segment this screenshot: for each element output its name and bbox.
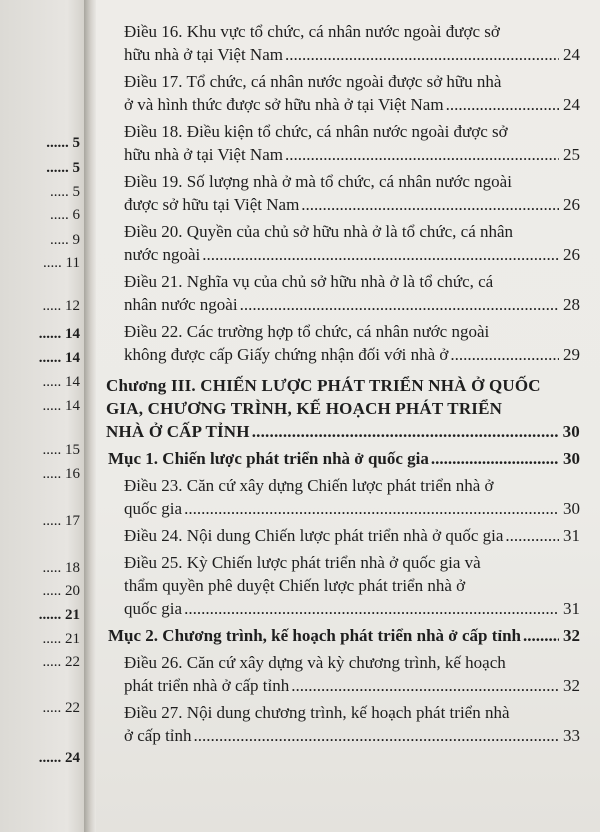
toc-entry-section	[106, 624, 580, 647]
toc-entry-chapter	[106, 374, 580, 443]
dot-leader: .....	[42, 442, 65, 458]
dot-leader: .....	[42, 513, 65, 529]
toc-entry-title: Mục 2. Chương trình, kế hoạch phát triển nhà ở cấp tỉnh	[108, 626, 522, 645]
page-number: 6	[72, 207, 80, 223]
toc-entry-line: Điều 16. Khu vực tổ chức, cá nhân nước ngoài được sở	[124, 22, 500, 41]
left-page-number	[39, 607, 80, 624]
toc-entry-title: ở và hình thức được sở hữu nhà ở tại Việt Nam	[124, 95, 444, 114]
page-number: 14	[65, 326, 80, 342]
left-page-number	[39, 750, 80, 767]
page-number: 14	[65, 374, 80, 390]
dot-leader: .....	[42, 374, 65, 390]
toc-entry-last-line	[124, 243, 580, 266]
toc-entry-title: quốc gia	[124, 599, 183, 618]
toc-entry-line: Điều 20. Quyền của chủ sở hữu nhà ở là tổ chức, cá nhân	[124, 222, 514, 241]
page-number: 5	[72, 160, 80, 176]
left-page-number	[50, 184, 80, 201]
toc-entry-last-line	[124, 497, 580, 520]
dot-leader: ......	[46, 160, 73, 176]
dot-leader: .....	[42, 466, 65, 482]
dot-leader	[240, 293, 559, 316]
toc-entry-article	[106, 474, 580, 520]
page-number: 26	[563, 245, 580, 264]
toc-entry-line: Điều 27. Nội dung chương trình, kế hoạch phát triển nhà	[124, 703, 510, 722]
left-page-number	[43, 298, 81, 315]
dot-leader: .....	[42, 298, 65, 314]
page-number: 24	[65, 750, 80, 766]
page-number: 32	[563, 676, 580, 695]
dot-leader: .....	[42, 631, 65, 647]
page-number: 30	[562, 422, 580, 441]
dot-leader: .....	[50, 207, 73, 223]
page-number: 20	[65, 583, 80, 599]
toc-entry-line: Điều 17. Tổ chức, cá nhân nước ngoài được sở hữu nhà	[124, 72, 502, 91]
page-number: 22	[65, 654, 80, 670]
toc-entry-title: ở cấp tỉnh	[124, 726, 192, 745]
page-number: 21	[65, 631, 80, 647]
dot-leader	[450, 343, 559, 366]
toc-entry-line: thẩm quyền phê duyệt Chiến lược phát triển nhà ở	[124, 576, 466, 595]
toc-entry-article	[106, 220, 580, 266]
page-number: 5	[72, 135, 80, 151]
page-number: 33	[563, 726, 580, 745]
left-page-number	[50, 207, 80, 224]
toc-entry-last-line	[108, 624, 580, 647]
toc-entry-line: Chương III. CHIẾN LƯỢC PHÁT TRIỂN NHÀ Ở QUỐC	[106, 376, 541, 395]
left-page-number	[43, 700, 81, 717]
dot-leader	[446, 93, 559, 116]
dot-leader: .....	[42, 560, 65, 576]
toc-entry-last-line	[124, 193, 580, 216]
dot-leader: ......	[46, 135, 73, 151]
dot-leader	[523, 624, 559, 647]
toc-entry-title: hữu nhà ở tại Việt Nam	[124, 145, 283, 164]
toc-entry-line: Điều 21. Nghĩa vụ của chủ sở hữu nhà ở là tổ chức, cá	[124, 272, 494, 291]
left-page-number	[39, 350, 80, 367]
dot-leader: .....	[42, 654, 65, 670]
page-number: 14	[65, 398, 80, 414]
table-of-contents	[106, 20, 580, 751]
page-number: 17	[65, 513, 80, 529]
toc-entry-article	[106, 170, 580, 216]
left-page-number	[43, 583, 81, 600]
page-number: 26	[563, 195, 580, 214]
toc-entry-line: Điều 19. Số lượng nhà ở mà tổ chức, cá nhân nước ngoài	[124, 172, 512, 191]
page-number: 28	[563, 295, 580, 314]
toc-entry-title: hữu nhà ở tại Việt Nam	[124, 45, 283, 64]
left-page-number	[50, 232, 80, 249]
toc-entry-title: Mục 1. Chiến lược phát triển nhà ở quốc gia	[108, 449, 429, 468]
dot-leader	[252, 420, 559, 443]
page-number: 16	[65, 466, 80, 482]
toc-entry-line: GIA, CHƯƠNG TRÌNH, KẾ HOẠCH PHÁT TRIỂN	[106, 399, 503, 418]
left-page-number	[43, 466, 81, 483]
dot-leader	[202, 243, 559, 266]
toc-entry-last-line	[106, 420, 580, 443]
toc-entry-title: Điều 24. Nội dung Chiến lược phát triển nhà ở quốc gia	[124, 526, 504, 545]
dot-leader	[285, 143, 559, 166]
page-number: 9	[72, 232, 80, 248]
toc-entry-article	[106, 651, 580, 697]
left-page-number	[43, 654, 81, 671]
toc-entry-title: NHÀ Ở CẤP TỈNH	[106, 422, 250, 441]
page-number: 30	[563, 499, 580, 518]
page-number: 29	[563, 345, 580, 364]
toc-entry-line: Điều 26. Căn cứ xây dựng và kỳ chương trình, kế hoạch	[124, 653, 506, 672]
toc-entry-last-line	[124, 343, 580, 366]
dot-leader: .....	[42, 700, 65, 716]
left-page-number	[43, 442, 81, 459]
dot-leader: ......	[38, 350, 65, 366]
page-number: 31	[563, 526, 580, 545]
toc-entry-title: nước ngoài	[124, 245, 201, 264]
left-page-number	[43, 374, 81, 391]
toc-entry-last-line	[108, 447, 580, 470]
toc-entry-line: Điều 18. Điều kiện tổ chức, cá nhân nước ngoài được sở	[124, 122, 508, 141]
dot-leader	[291, 674, 559, 697]
dot-leader: ......	[38, 607, 65, 623]
left-page-number	[43, 631, 81, 648]
page-number: 21	[65, 607, 80, 623]
toc-entry-line: Điều 25. Kỳ Chiến lược phát triển nhà ở quốc gia và	[124, 553, 481, 572]
toc-entry-article	[106, 701, 580, 747]
toc-entry-article	[106, 524, 580, 547]
toc-entry-last-line	[124, 93, 580, 116]
left-page-number	[43, 255, 80, 272]
page-number: 12	[65, 298, 80, 314]
dot-leader: .....	[42, 398, 65, 414]
left-page-number	[46, 135, 80, 152]
toc-entry-last-line	[124, 293, 580, 316]
toc-entry-last-line	[124, 674, 580, 697]
dot-leader: .....	[50, 184, 73, 200]
toc-page	[96, 0, 600, 832]
dot-leader	[301, 193, 559, 216]
toc-entry-title: nhân nước ngoài	[124, 295, 238, 314]
page-number: 31	[563, 599, 580, 618]
toc-entry-article	[106, 551, 580, 620]
page-number: 24	[563, 45, 580, 64]
toc-entry-last-line	[124, 724, 580, 747]
left-page-number	[43, 398, 81, 415]
dot-leader	[285, 43, 559, 66]
dot-leader	[431, 447, 559, 470]
left-page-number	[43, 560, 81, 577]
left-page-number	[46, 160, 80, 177]
page-number: 14	[65, 350, 80, 366]
left-page-edge	[0, 0, 84, 832]
dot-leader: ......	[38, 326, 65, 342]
toc-entry-last-line	[124, 43, 580, 66]
page-number: 18	[65, 560, 80, 576]
toc-entry-last-line	[124, 597, 580, 620]
toc-entry-title: quốc gia	[124, 499, 183, 518]
dot-leader	[184, 597, 559, 620]
page-number: 11	[65, 255, 80, 271]
left-page-number	[43, 513, 81, 530]
toc-entry-line: Điều 22. Các trường hợp tổ chức, cá nhân nước ngoài	[124, 322, 490, 341]
page-number: 5	[72, 184, 80, 200]
toc-entry-article	[106, 320, 580, 366]
toc-entry-line: Điều 23. Căn cứ xây dựng Chiến lược phát triển nhà ở	[124, 476, 494, 495]
page-number: 25	[563, 145, 580, 164]
toc-entry-title: không được cấp Giấy chứng nhận đối với nhà ở	[124, 345, 449, 364]
toc-entry-article	[106, 70, 580, 116]
page-number: 15	[65, 442, 80, 458]
page-number: 30	[563, 449, 580, 468]
toc-entry-section	[106, 447, 580, 470]
page-number: 32	[563, 626, 580, 645]
toc-entry-title: phát triển nhà ở cấp tỉnh	[124, 676, 290, 695]
dot-leader: ......	[38, 750, 65, 766]
left-page-number	[39, 326, 80, 343]
toc-entry-article	[106, 120, 580, 166]
dot-leader	[505, 524, 559, 547]
dot-leader: .....	[50, 232, 73, 248]
dot-leader: .....	[43, 255, 66, 271]
book-gutter	[84, 0, 96, 832]
toc-entry-article	[106, 20, 580, 66]
page-number: 24	[563, 95, 580, 114]
dot-leader	[184, 497, 559, 520]
dot-leader	[194, 724, 559, 747]
page-number: 22	[65, 700, 80, 716]
toc-entry-last-line	[124, 143, 580, 166]
toc-entry-title: được sở hữu tại Việt Nam	[124, 195, 300, 214]
dot-leader: .....	[42, 583, 65, 599]
toc-entry-article	[106, 270, 580, 316]
toc-entry-last-line	[124, 524, 580, 547]
